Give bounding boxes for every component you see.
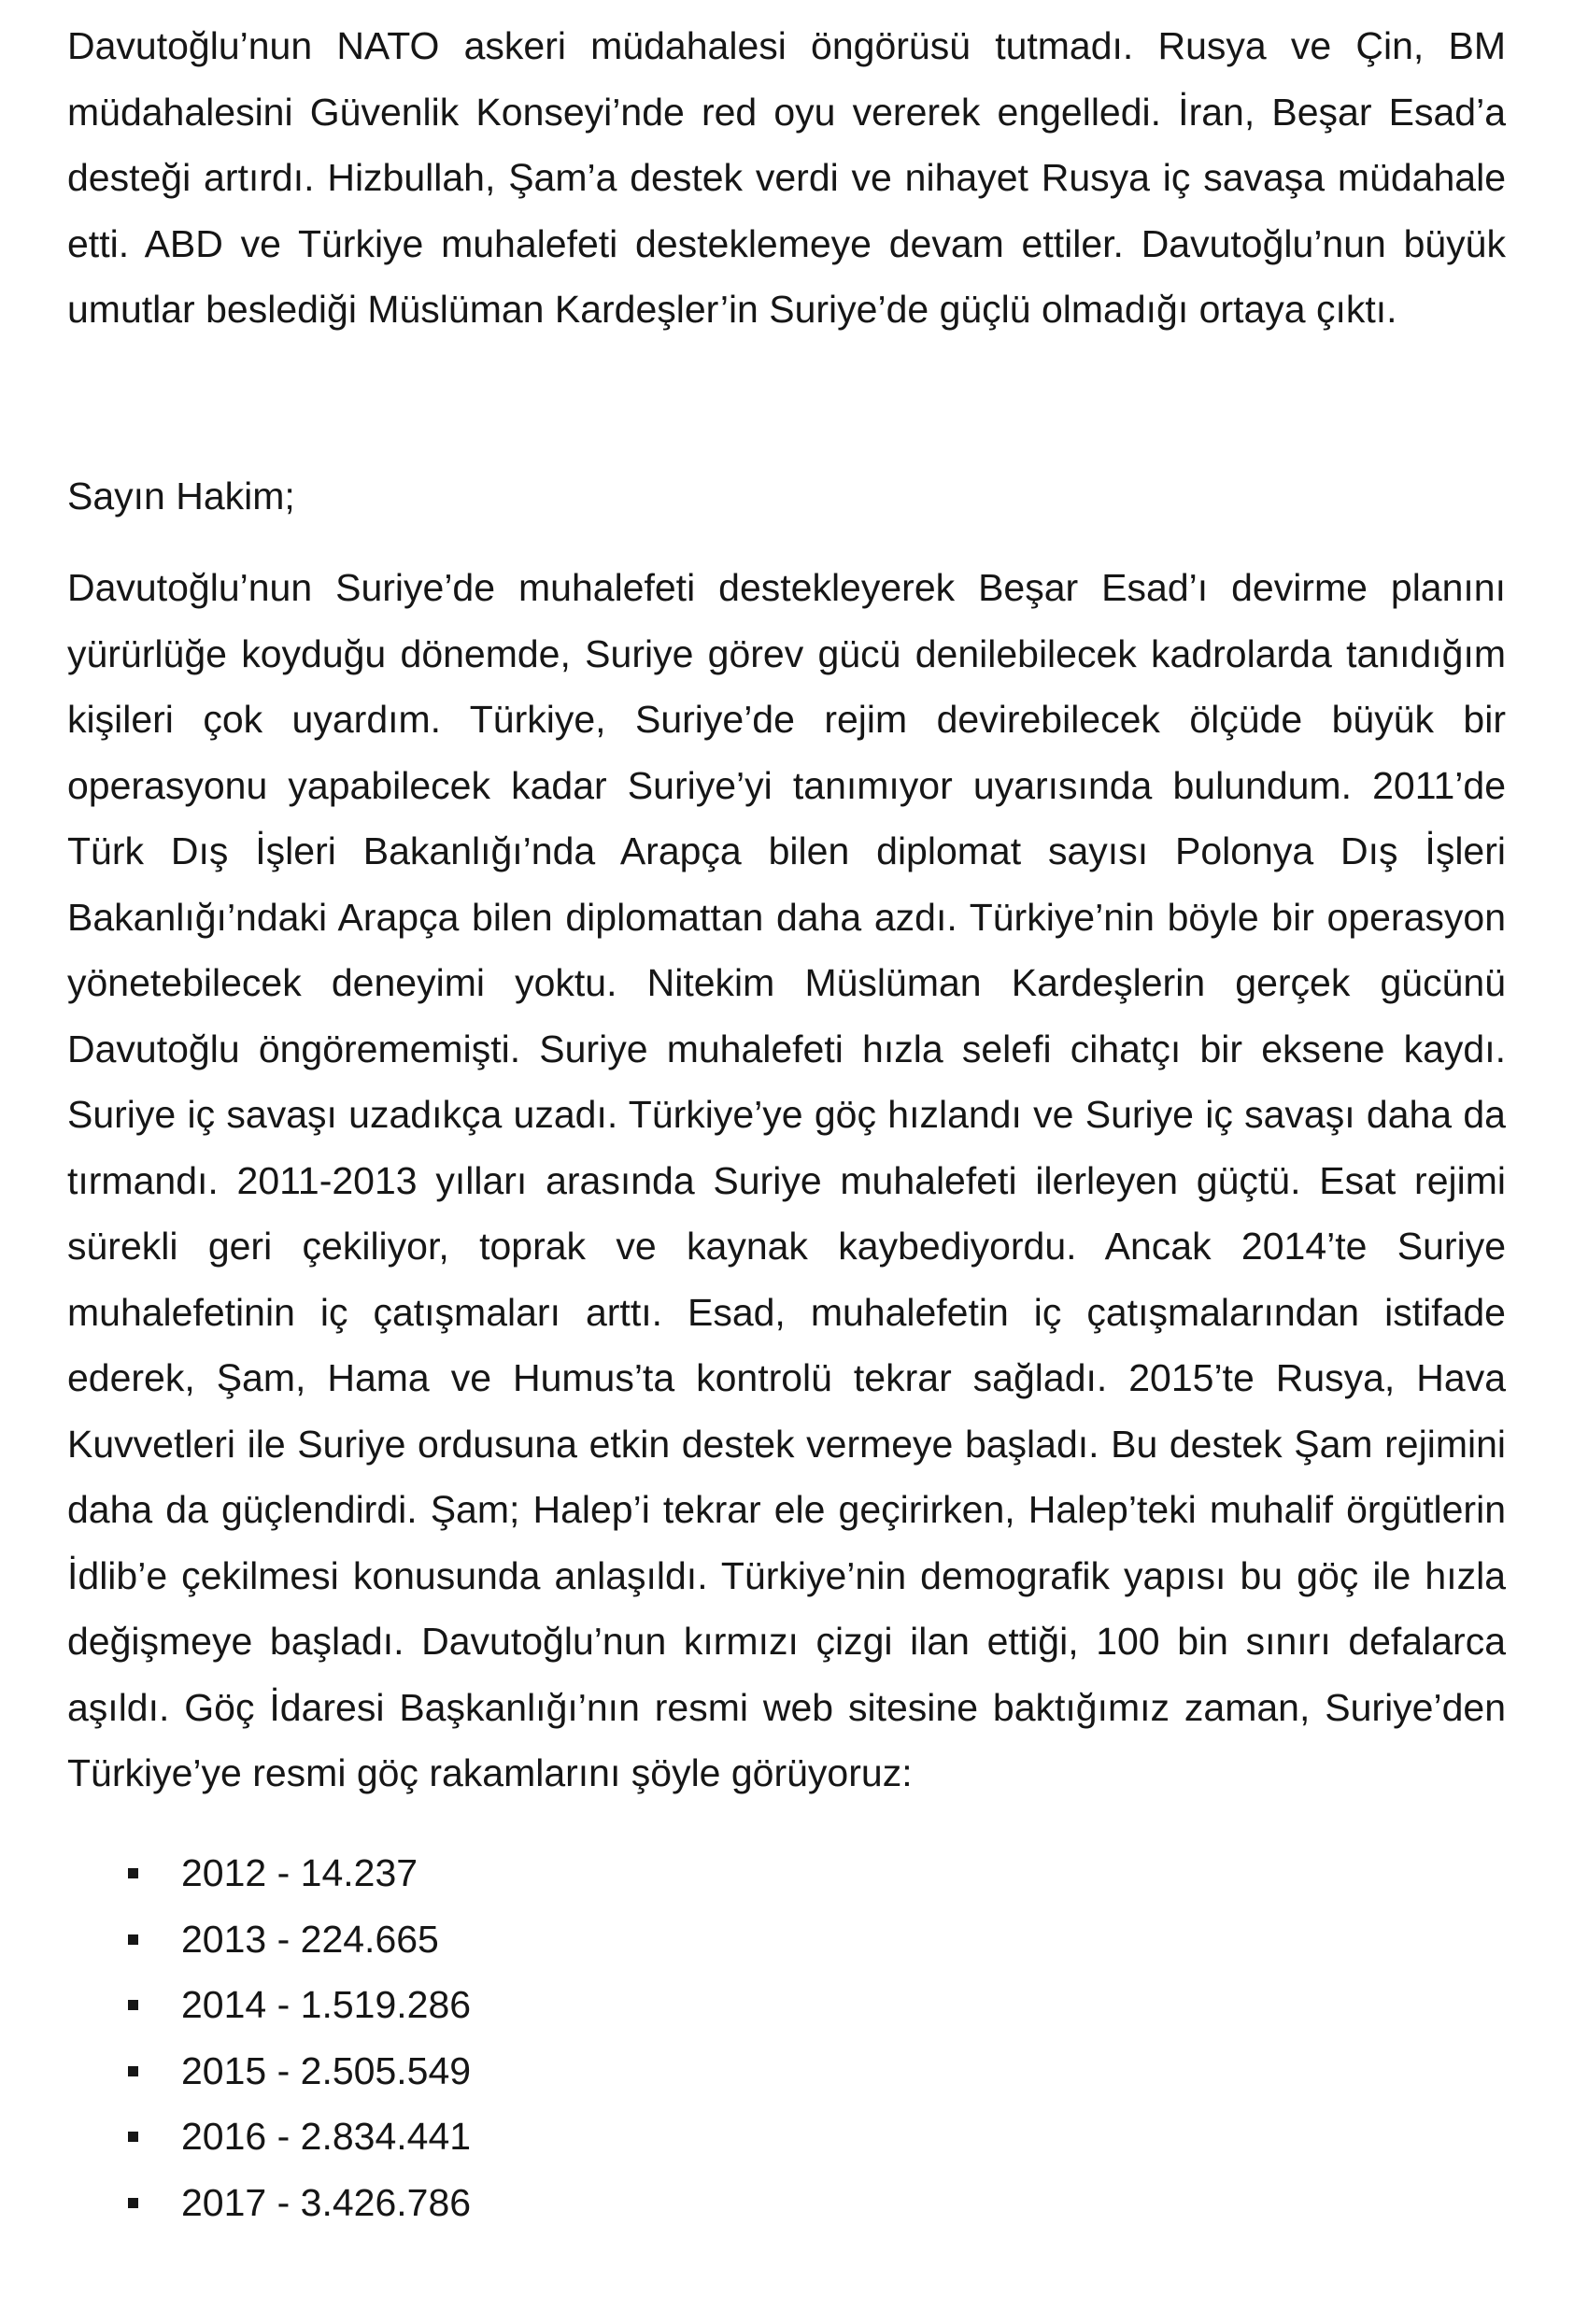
migration-figure: 2013 - 224.665 xyxy=(181,1917,439,1961)
salutation: Sayın Hakim; xyxy=(67,475,295,517)
migration-figure: 2017 - 3.426.786 xyxy=(181,2180,472,2224)
migration-figure: 2012 - 14.237 xyxy=(181,1851,418,1894)
migration-figure: 2014 - 1.519.286 xyxy=(181,1983,472,2026)
square-bullet-icon xyxy=(128,1934,138,1945)
square-bullet-icon xyxy=(128,2066,138,2076)
intro-paragraph: Davutoğlu’nun NATO askeri müdahalesi öngörüsü tutmadı. Rusya ve Çin, BM müdahalesini Güvenlik Konseyi’nde red oyu vererek engelledi. İran, Beşar Esad’a desteği artırdı. Hizbullah, Şam’a destek verdi ve nihayet Rusya iç savaşa müdahale etti. ABD ve Türkiye muhalefeti desteklemeye devam ettiler. Davutoğlu’nun büyük umutlar beslediği Müslüman Kardeşler’in Suriye’de güçlü olmadığı ortaya çıktı. xyxy=(67,24,1506,331)
square-bullet-icon xyxy=(128,2132,138,2142)
main-paragraph: Davutoğlu’nun Suriye’de muhalefeti destekleyerek Beşar Esad’ı devirme planını yürürlüğe koyduğu dönemde, Suriye görev gücü denilebilecek kadrolarda tanıdığım kişileri çok uyardım. Türkiye, Suriye’de rejim devirebilecek ölçüde büyük bir operasyonu yapabilecek kadar Suriye’yi tanımıyor uyarısında bulundum. 2011’de Türk Dış İşleri Bakanlığı’nda Arapça bilen diplomat sayısı Polonya Dış İşleri Bakanlığı’ndaki Arapça bilen diplomattan daha azdı. Türkiye’nin böyle bir operasyon yönetebilecek deneyimi yoktu. Nitekim Müslüman Kardeşlerin gerçek gücünü Davutoğlu öngörememişti. Suriye muhalefeti hızla selefi cihatçı bir eksene kaydı. Suriye iç savaşı uzadıkça uzadı. Türkiye’ye göç hızlandı ve Suriye iç savaşı daha da tırmandı. 2011-2013 yılları arasında Suriye muhalefeti ilerleyen güçtü. Esat rejimi sürekli geri çekiliyor, toprak ve kaynak kaybediyordu. Ancak 2014’te Suriye muhalefetinin iç çatışmaları arttı. Esad, muhalefetin iç çatışmalarından istifade ederek, Şam, Hama ve Humus’ta kontrolü tekrar sağladı. 2015’te Rusya, Hava Kuvvetleri ile Suriye ordusuna etkin destek vermeye başladı. Bu destek Şam rejimini daha da güçlendirdi. Şam; Halep’i tekrar ele geçirirken, Halep’teki muhalif örgütlerin İdlib’e çekilmesi konusunda anlaşıldı. Türkiye’nin demografik yapısı bu göç ile hızla değişmeye başladı. Davutoğlu’nun kırmızı çizgi ilan ettiği, 100 bin sınırı defalarca aşıldı. Göç İdaresi Başkanlığı’nın resmi web sitesine baktığımız zaman, Suriye’den Türkiye’ye resmi göç rakamlarını şöyle görüyoruz: xyxy=(67,566,1506,1794)
square-bullet-icon xyxy=(128,2000,138,2010)
square-bullet-icon xyxy=(128,1868,138,1878)
square-bullet-icon xyxy=(128,2198,138,2208)
migration-figure: 2015 - 2.505.549 xyxy=(181,2048,472,2092)
migration-figure: 2016 - 2.834.441 xyxy=(181,2115,472,2158)
